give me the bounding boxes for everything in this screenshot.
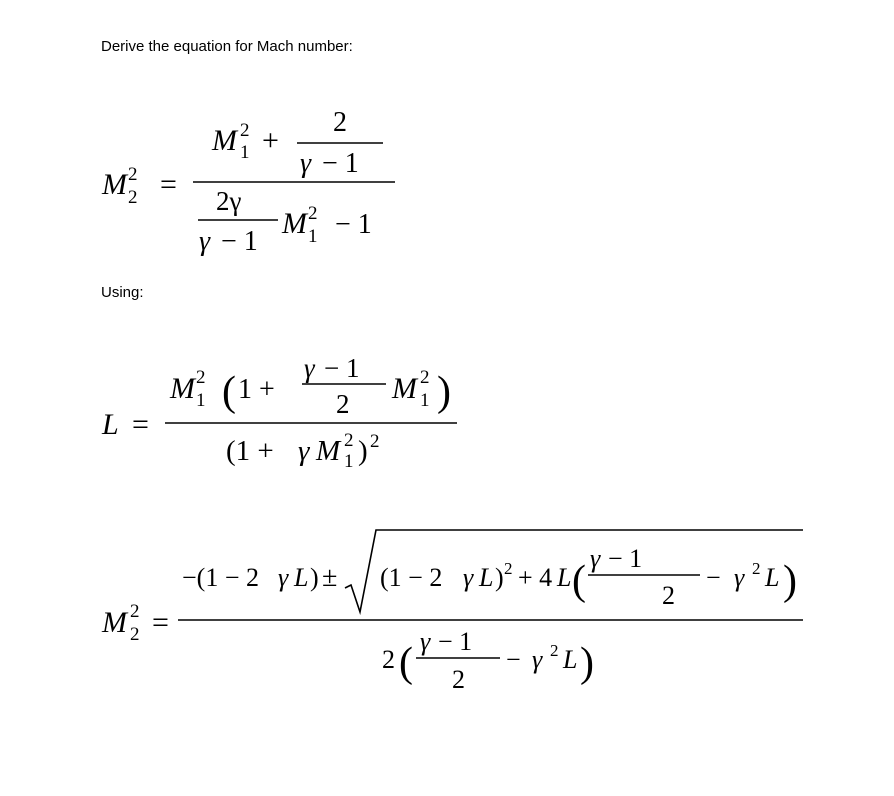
- eq3-den-gamma2-pow: 2: [550, 641, 559, 660]
- eq3-rad-paren-open: (: [572, 558, 586, 604]
- eq2-num-sub: 1: [196, 390, 206, 411]
- eq1-frac-den-rest: − 1: [322, 148, 359, 179]
- eq2-num-var: M: [170, 372, 195, 405]
- eq1-lhs-sup: 2: [128, 164, 138, 185]
- eq2-den-open: (1 +: [226, 435, 274, 467]
- eq1-num-sub: 1: [240, 142, 250, 163]
- eq3-num-close: ): [310, 563, 319, 592]
- eq2-inner-sub: 1: [420, 390, 430, 411]
- eq2-num-close: ): [437, 369, 451, 415]
- using-label: Using:: [101, 284, 144, 301]
- eq3-num-left: −(1 − 2: [182, 563, 259, 592]
- eq1-equals: =: [160, 168, 177, 201]
- eq2-den-sub: 1: [344, 451, 354, 472]
- eq2-num-one-plus: 1 +: [238, 374, 275, 405]
- eq1-num-plus: +: [262, 124, 279, 157]
- eq1-num-var: M: [212, 124, 237, 157]
- eq3-lhs-sup: 2: [130, 601, 140, 622]
- eq2-frac-num-gamma: γ: [304, 353, 315, 383]
- eq3-lhs-sub: 2: [130, 624, 140, 645]
- eq1-lhs-var: M: [102, 168, 127, 201]
- eq2-den-close: ): [358, 435, 368, 467]
- eq3-rad-gamma: γ: [463, 563, 474, 592]
- eq2-equals: =: [132, 408, 149, 441]
- eq1-den-minus: − 1: [335, 209, 372, 240]
- eq1-frac-num: 2: [333, 107, 347, 138]
- eq3-den-paren-close: ): [580, 640, 594, 686]
- eq3-rad-L3: L: [765, 563, 780, 592]
- eq3-rad-minus: −: [706, 563, 721, 592]
- eq3-pm: ±: [322, 562, 338, 593]
- prompt-text: Derive the equation for Mach number:: [101, 38, 353, 55]
- eq2-den-var: M: [316, 435, 341, 467]
- equation-mach-m2: [101, 107, 395, 257]
- eq3-den-frac-den: 2: [452, 665, 465, 694]
- eq3-rad-gamma2-pow: 2: [752, 559, 761, 578]
- eq3-rad-open: (1 − 2: [380, 563, 443, 592]
- eq1-den-frac-rest: − 1: [221, 226, 258, 257]
- eq3-lhs-var: M: [102, 606, 127, 639]
- eq3-den-frac-rest: − 1: [438, 627, 473, 656]
- eq1-den-coef: 2γ: [216, 186, 242, 216]
- eq3-rad-L: L: [479, 563, 494, 592]
- eq3-rad-plus: + 4: [518, 563, 553, 592]
- eq3-rad-pow: 2: [504, 559, 513, 578]
- equation-mach-m2-solution: [101, 530, 803, 694]
- eq1-den-sup: 2: [308, 203, 318, 224]
- eq2-inner-var: M: [392, 372, 417, 405]
- eq1-num-sup: 2: [240, 120, 250, 141]
- eq3-rad-gamma2: γ: [734, 563, 745, 592]
- eq2-inner-sup: 2: [420, 367, 430, 388]
- eq2-frac-num-rest: − 1: [324, 353, 360, 383]
- eq2-den-sup: 2: [344, 430, 354, 451]
- eq3-num-gamma: γ: [278, 563, 289, 592]
- eq3-den-frac-gamma: γ: [420, 627, 431, 656]
- eq1-den-frac-gamma: γ: [199, 226, 211, 257]
- eq3-den-L: L: [563, 645, 578, 674]
- eq1-den-var: M: [282, 207, 307, 240]
- eq3-rad-frac-gamma: γ: [590, 544, 601, 573]
- eq3-den-paren-open: (: [399, 640, 413, 686]
- eq3-rad-close: ): [495, 563, 504, 592]
- eq3-equals: =: [152, 606, 169, 639]
- eq2-frac-den: 2: [336, 389, 350, 419]
- eq2-num-open: (: [222, 369, 236, 415]
- eq3-rad-frac-rest: − 1: [608, 544, 643, 573]
- eq1-den-sub: 1: [308, 226, 318, 247]
- equation-l: [101, 353, 457, 472]
- eq3-den-two: 2: [382, 645, 395, 674]
- eq2-den-pow: 2: [370, 431, 380, 452]
- eq3-rad-frac-den: 2: [662, 581, 675, 610]
- eq3-rad-L2: L: [557, 563, 572, 592]
- eq2-num-sup: 2: [196, 367, 206, 388]
- eq3-den-gamma2: γ: [532, 645, 543, 674]
- eq3-rad-paren-close: ): [783, 558, 797, 604]
- eq1-frac-den-gamma: γ: [300, 148, 312, 179]
- eq3-num-L: L: [294, 563, 309, 592]
- eq3-den-minus: −: [506, 645, 521, 674]
- eq2-lhs-var: L: [102, 408, 119, 441]
- eq2-den-gamma: γ: [298, 435, 310, 467]
- eq1-lhs-sub: 2: [128, 187, 138, 208]
